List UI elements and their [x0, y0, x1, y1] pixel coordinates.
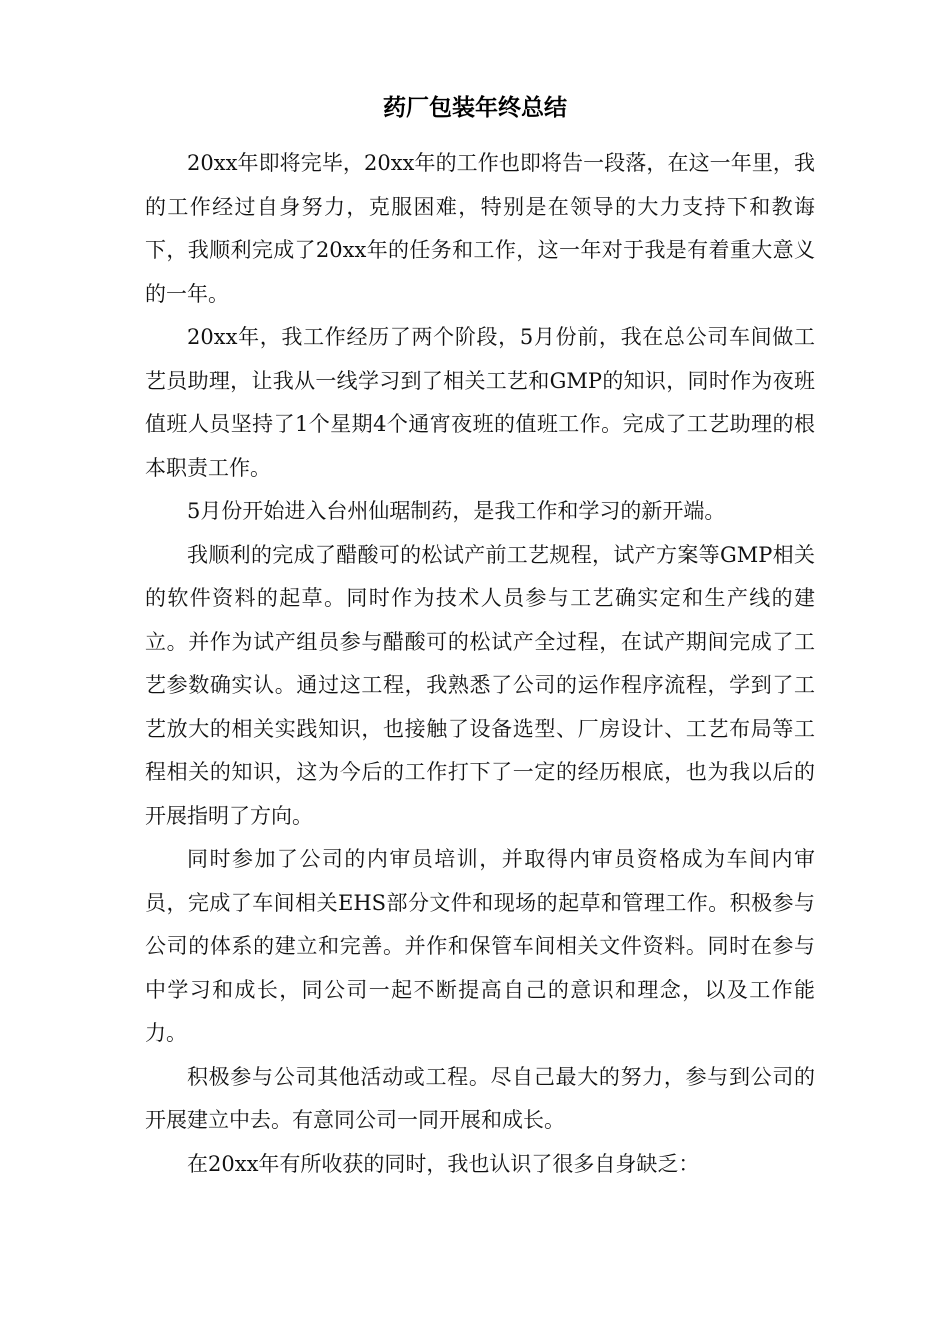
paragraph-3: 5月份开始进入台州仙琚制药，是我工作和学习的新开端。 — [187, 499, 726, 523]
paragraph-4: 我顺利的完成了醋酸可的松试产前工艺规程，试产方案等GMP相关的软件资料的起草。同时作为技术人员参与工艺确实定和生产线的建立。并作为试产组员参与醋酸可的松试产全过程，在试产期间完成了工艺参数确实认。通过这工程，我熟悉了公司的运作程序流程，学到了工艺放大的相关实践知识，也接触了设备选型、厂房设计、工艺布局等工程相关的知识，这为今后的工作打下了一定的经历根底，也为我以后的开展指明了方向。 — [145, 542, 815, 828]
paragraph-1: 20xx年即将完毕，20xx年的工作也即将告一段落，在这一年里，我的工作经过自身努力，克服困难，特别是在领导的大力支持下和教诲下，我顺利完成了20xx年的任务和工作，这一年对于我是有着重大意义的一年。 — [145, 151, 815, 306]
paragraph-7: 在20xx年有所收获的同时，我也认识了很多自身缺乏： — [187, 1151, 700, 1176]
document-title: 药厂包装年终总结 — [383, 95, 567, 121]
paragraph-6: 积极参与公司其他活动或工程。尽自己最大的努力，参与到公司的开展建立中去。有意同公司一同开展和成长。 — [145, 1064, 815, 1132]
paragraph-2: 20xx年，我工作经历了两个阶段，5月份前，我在总公司车间做工艺员助理，让我从一线学习到了相关工艺和GMP的知识，同时作为夜班值班人员坚持了1个星期4个通宵夜班的值班工作。完成了工艺助理的根本职责工作。 — [145, 325, 815, 480]
document-body — [145, 142, 815, 1186]
paragraph-5: 同时参加了公司的内审员培训，并取得内审员资格成为车间内审员，完成了车间相关EHS部分文件和现场的起草和管理工作。积极参与公司的体系的建立和完善。并作和保管车间相关文件资料。同时在参与中学习和成长，同公司一起不断提高自己的意识和理念，以及工作能力。 — [145, 847, 815, 1045]
